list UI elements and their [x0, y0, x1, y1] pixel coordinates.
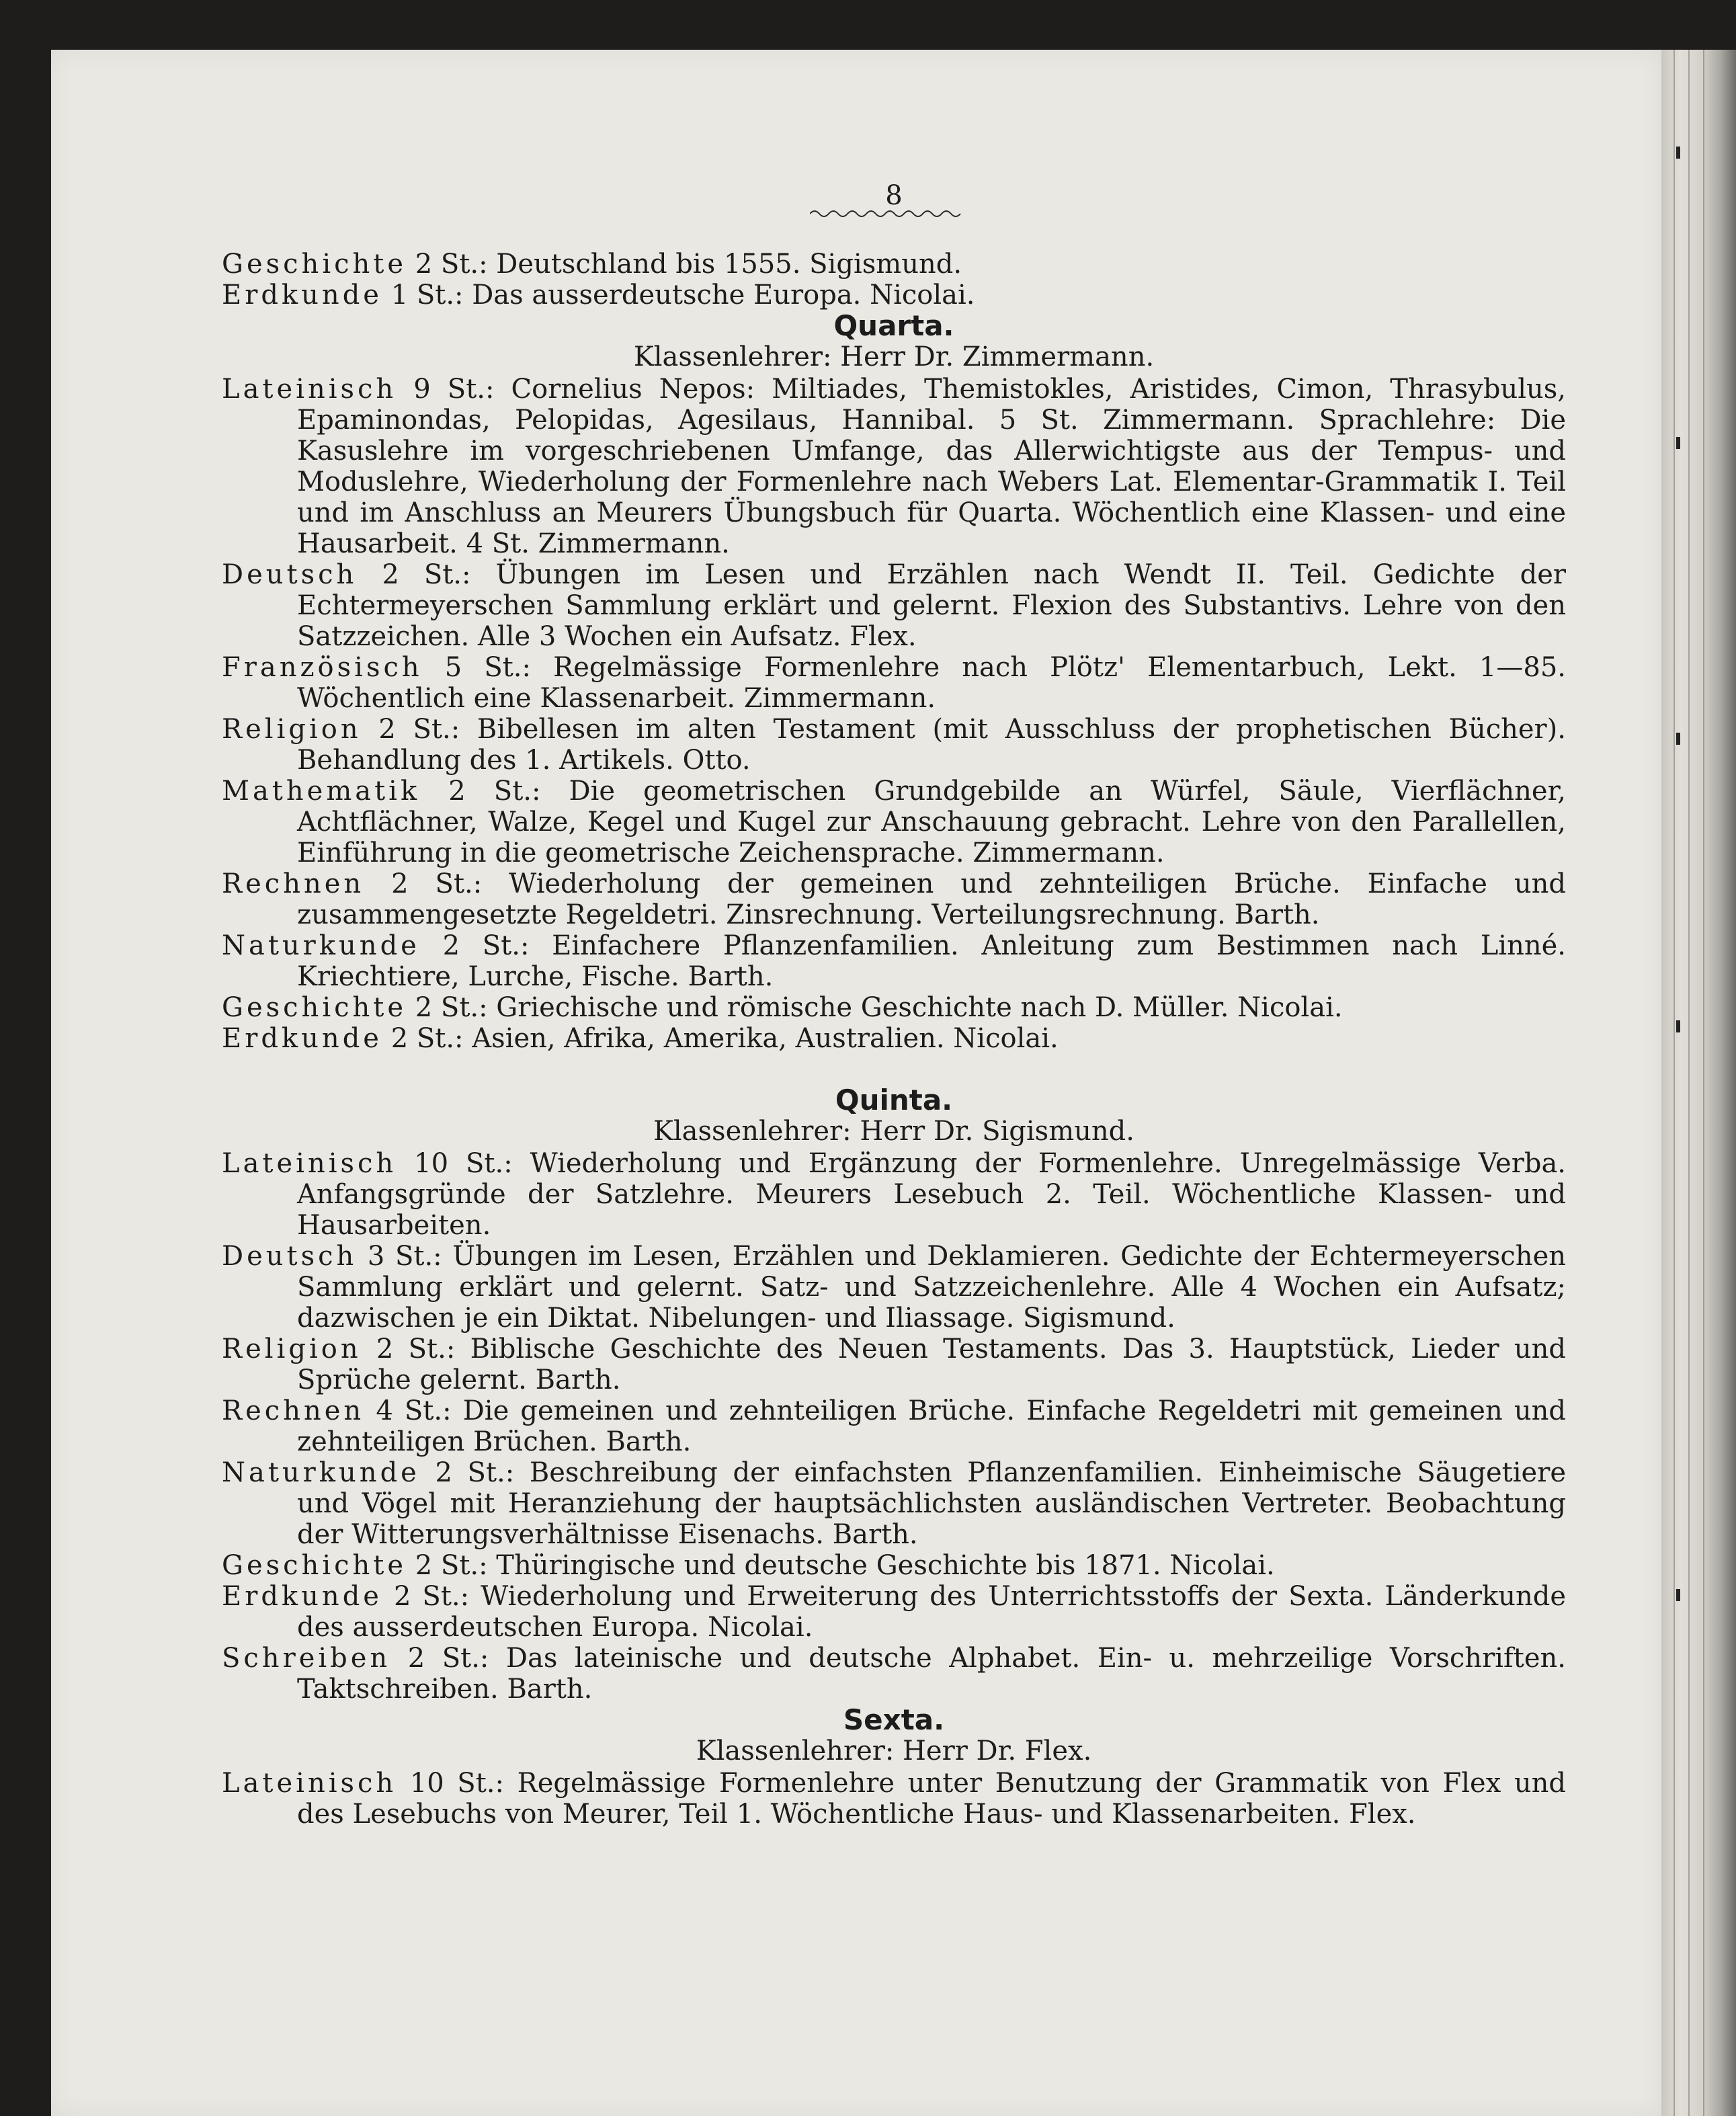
- curriculum-entry: [222, 1581, 1566, 1643]
- curriculum-entry: [222, 1241, 1566, 1334]
- curriculum-entry: [222, 280, 1566, 311]
- entry-text: 1 St.: Das ausserdeutsche Europa. Nicolai.: [390, 280, 975, 311]
- curriculum-entry: [222, 714, 1566, 776]
- subject-name: Schreiben: [222, 1643, 391, 1674]
- entry-text: 10 St.: Wiederholung und Ergänzung der Formenlehre. Unregelmässige Verba. Anfangsgründe der Satzlehre. Meurers Lesebuch 2. Teil. Wöchentliche Klassen- und Hausarbeiten.: [297, 1148, 1567, 1241]
- spine-mark: [1676, 147, 1680, 159]
- curriculum-entry: [222, 1395, 1566, 1457]
- subject-name: Religion: [222, 1334, 362, 1365]
- subject-name: Religion: [222, 714, 362, 745]
- curriculum-entry: [222, 1643, 1566, 1705]
- curriculum-entry: [222, 868, 1566, 930]
- entry-text: 3 St.: Übungen im Lesen, Erzählen und Deklamieren. Gedichte der Echtermeyerschen Sammlung erklärt und gelernt. Satz- und Satzzeichenlehre. Alle 4 Wochen ein Aufsatz; dazwischen je ein Diktat. Nibelungen- und Iliassage. Sigismund.: [297, 1241, 1566, 1334]
- subject-name: Naturkunde: [222, 1457, 420, 1488]
- section-heading-sexta: Sexta.: [843, 1703, 945, 1736]
- subject-name: Geschichte: [222, 1550, 407, 1581]
- curriculum-entry: [222, 652, 1566, 714]
- entry-text: 10 St.: Regelmässige Formenlehre unter Benutzung der Grammatik von Flex und des Lesebuchs von Meurer, Teil 1. Wöchentliche Haus- und Klassenarbeiten. Flex.: [297, 1768, 1567, 1830]
- spine-mark: [1676, 437, 1680, 449]
- curriculum-entry: [222, 559, 1566, 652]
- subject-name: Lateinisch: [222, 1148, 397, 1179]
- curriculum-entry: [222, 1148, 1566, 1241]
- entry-text: 2 St.: Das lateinische und deutsche Alphabet. Ein- u. mehrzeilige Vorschriften. Taktschreiben. Barth.: [297, 1643, 1567, 1705]
- curriculum-entry: [222, 249, 1566, 280]
- entry-text: 2 St.: Asien, Afrika, Amerika, Australien. Nicolai.: [390, 1023, 1059, 1054]
- entry-text: 2 St.: Griechische und römische Geschichte nach D. Müller. Nicolai.: [415, 992, 1343, 1023]
- entry-text: 2 St.: Wiederholung und Erweiterung des Unterrichtsstoffs der Sexta. Länderkunde des ausserdeutschen Europa. Nicolai.: [297, 1581, 1566, 1643]
- entry-text: 2 St.: Die geometrischen Grundgebilde an Würfel, Säule, Vierflächner, Achtflächner, Walze, Kegel und Kugel zur Anschauung gebracht. Lehre von den Parallellen, Einführung in die geometrische Zeichensprache. Zimmermann.: [297, 776, 1567, 868]
- page-number: 8: [885, 180, 903, 211]
- curriculum-entry: [222, 992, 1566, 1023]
- curriculum-entry: [222, 1023, 1566, 1054]
- curriculum-entry: [222, 930, 1566, 992]
- entry-text: 4 St.: Die gemeinen und zehnteiligen Brüche. Einfache Regeldetri mit gemeinen und zehnteiligen Brüchen. Barth.: [297, 1395, 1567, 1457]
- book-spine: [1661, 50, 1736, 2116]
- curriculum-entry: [222, 1457, 1566, 1550]
- page-content: [222, 175, 1566, 1830]
- subject-name: Erdkunde: [222, 1581, 382, 1612]
- subject-name: Geschichte: [222, 992, 407, 1023]
- subject-name: Deutsch: [222, 1241, 358, 1272]
- curriculum-entry: [222, 1768, 1566, 1830]
- section-heading-quarta: Quarta.: [833, 309, 954, 342]
- entry-text: 2 St.: Biblische Geschichte des Neuen Testaments. Das 3. Hauptstück, Lieder und Sprüche gelernt. Barth.: [297, 1334, 1567, 1395]
- curriculum-entry: [222, 1550, 1566, 1581]
- entry-text: 9 St.: Cornelius Nepos: Miltiades, Themistokles, Aristides, Cimon, Thrasybulus, Epaminondas, Pelopidas, Agesilaus, Hannibal. 5 St. Zimmermann. Sprachlehre: Die Kasuslehre im vorgeschriebenen Umfange, das Allerwichtigste aus der Tempus- und Moduslehre, Wiederholung der Formenlehre nach Webers Lat. Elementar-Grammatik I. Teil und im Anschluss an Meurers Übungsbuch für Quarta. Wöchentlich eine Klassen- und eine Hausarbeit. 4 St. Zimmermann.: [297, 374, 1567, 559]
- subject-name: Erdkunde: [222, 280, 382, 311]
- subject-name: Mathematik: [222, 776, 421, 807]
- section-gap: [222, 1054, 1566, 1085]
- curriculum-entry: [222, 1334, 1566, 1395]
- subject-name: Erdkunde: [222, 1023, 382, 1054]
- entry-text: 2 St.: Übungen im Lesen und Erzählen nach Wendt II. Teil. Gedichte der Echtermeyerschen Sammlung erklärt und gelernt. Flexion des Substantivs. Lehre von den Satzzeichen. Alle 3 Wochen ein Aufsatz. Flex.: [297, 559, 1566, 652]
- class-teacher: Klassenlehrer: Herr Dr. Zimmermann.: [633, 341, 1155, 372]
- class-teacher: Klassenlehrer: Herr Dr. Sigismund.: [653, 1116, 1134, 1147]
- entry-text: 2 St.: Thüringische und deutsche Geschichte bis 1871. Nicolai.: [415, 1550, 1275, 1581]
- subject-name: Rechnen: [222, 1395, 365, 1426]
- spine-line: [1673, 50, 1675, 2116]
- entry-text: 2 St.: Einfachere Pflanzenfamilien. Anleitung zum Bestimmen nach Linné. Kriechtiere, Lurche, Fische. Barth.: [297, 930, 1567, 992]
- curriculum-entry: [222, 374, 1566, 559]
- spine-mark: [1676, 1020, 1680, 1032]
- spine-mark: [1676, 733, 1680, 745]
- entry-text: 2 St.: Deutschland bis 1555. Sigismund.: [415, 249, 962, 280]
- subject-name: Deutsch: [222, 559, 358, 590]
- section-heading-quinta: Quinta.: [835, 1084, 953, 1116]
- spine-line: [1703, 50, 1704, 2116]
- subject-name: Naturkunde: [222, 930, 420, 961]
- entry-text: 2 St.: Beschreibung der einfachsten Pflanzenfamilien. Einheimische Säugetiere und Vögel mit Heranziehung der hauptsächlichsten ausländischen Vertreter. Beobachtung der Witterungsverhältnisse Eisenachs. Barth.: [297, 1457, 1566, 1550]
- subject-name: Lateinisch: [222, 374, 397, 405]
- subject-name: Geschichte: [222, 249, 407, 280]
- entry-text: 2 St.: Bibellesen im alten Testament (mit Ausschluss der prophetischen Bücher). Behandlung des 1. Artikels. Otto.: [297, 714, 1566, 776]
- curriculum-entry: [222, 776, 1566, 868]
- subject-name: Lateinisch: [222, 1768, 397, 1799]
- subject-name: Rechnen: [222, 868, 365, 899]
- spine-line: [1688, 50, 1690, 2116]
- class-teacher: Klassenlehrer: Herr Dr. Flex.: [696, 1736, 1092, 1766]
- subject-name: Französisch: [222, 652, 423, 683]
- entry-text: 5 St.: Regelmässige Formenlehre nach Plötz' Elementarbuch, Lekt. 1—85. Wöchentlich eine Klassenarbeit. Zimmermann.: [297, 652, 1566, 714]
- entry-text: 2 St.: Wiederholung der gemeinen und zehnteiligen Brüche. Einfache und zusammengesetzte Regeldetri. Zinsrechnung. Verteilungsrechnung. Barth.: [297, 868, 1566, 930]
- spine-mark: [1676, 1589, 1680, 1601]
